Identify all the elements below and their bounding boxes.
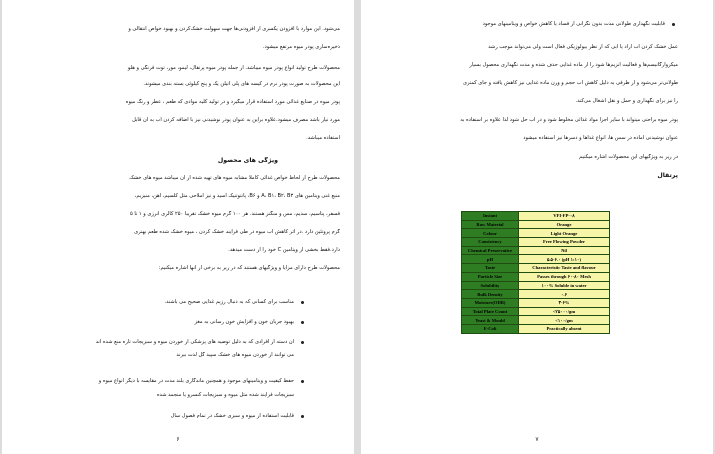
table-value: Nil [519, 246, 610, 255]
bullet-icon [672, 23, 675, 26]
table-row [462, 281, 610, 290]
list-item-continuation: می توانند از خوردن میوه های خشک سپید گل لذت ببرند [176, 352, 294, 358]
table-row [462, 238, 610, 247]
table-row [462, 229, 610, 238]
text-line: مورد نیاز باشد مصرف میشود.علاوه براین به عنوان پودر نوشیدنی نیز با اضافه کردن آب به آن قابل [132, 117, 340, 123]
table-row [462, 272, 610, 281]
bullet-icon [301, 301, 304, 304]
table-row [462, 246, 610, 255]
table-row [462, 298, 610, 307]
section-heading: پرتقال [657, 172, 678, 179]
table-key: Total Plate Count [462, 307, 519, 316]
text-line: عنوان نوشیدنی آماده در سس ها، انواع غذاها و دسرها نیز استفاده میشود [523, 135, 678, 141]
table-value: Characteristic Taste and flavour [519, 264, 610, 273]
list-item: بهبود جریان خون و افزایش خون رسانی به مغز [194, 319, 294, 325]
list-item-continuation: سبزیجات فرآیند شده مثل میوه و سبزیجات کنسرو یا منجمد شده [156, 392, 294, 398]
text-line: استفاده میباشد. [306, 135, 340, 141]
list-item: قابلیت نگهداری طولانی مدت بدون نگرانی از فساد یا کاهش خواص و ویتامینهای موجود [482, 21, 665, 27]
bullet-icon [301, 321, 304, 324]
text-line: پودر میوه در صنایع غذائی مورد استفاده قرار میگیرد و در تولید کلیه موادی که طعم ، عطر و رنگ میوه [125, 99, 340, 105]
table-key: Raw Material [462, 220, 519, 229]
table-value: <۲۵۰۰۰/gm [519, 307, 610, 316]
text-line: میکروارگانیسم‌ها و فعالیت آنزیم‌ها شود را از ماده غذایی حذف شده و مدت نگهداری محصول بسیار [469, 62, 678, 68]
table-row [462, 220, 610, 229]
table-row [462, 255, 610, 264]
text-line: محصولات طرح دارای مزایا و ویژگیهای هستند که در زیر به برخی از آنها اشاره میکنیم: [158, 265, 340, 271]
table-key: Bulk Density [462, 290, 519, 299]
text-line: دارد.فقط بخشی از ویتامین C خود را از دست میدهد. [228, 247, 340, 253]
text-line: را نیز برای نگهداری و حمل و نقل اشغال می‌کند. [575, 98, 678, 104]
table-value: <۱۰۰/gm [519, 316, 610, 325]
table-key: Colour [462, 229, 519, 238]
text-line: طولانی‌تر می‌شود و از طرفی به دلیل کاهش آب حجم و وزن ماده غذایی نیز کاهش یافته و جای کمتری [462, 80, 678, 86]
table-value: Orange [519, 220, 610, 229]
text-line: عمل خشک کردن آب آزاد یا آبی که از نظر بیولوژیکی فعال است ولی می‌تواند موجب رشد [488, 44, 678, 50]
table-row [462, 307, 610, 316]
table-key: Yeast & Mould [462, 316, 519, 325]
text-line: در زیر به ویژگیهای این محصولات اشاره میکنیم [579, 154, 678, 160]
bullet-icon [301, 415, 304, 418]
table-value: Light Orange [519, 229, 610, 238]
text-line: گرم پروتئین دارد .در اثر کاهش آب میوه در طی فرآیند خشک کردن ، میوه خشک شده طعم بهتری [134, 229, 340, 235]
table-value: ۵.۵-۶.۰ (pH ۱:۱۰) [519, 255, 610, 264]
table-value: VFI-FP-۰۸ [519, 212, 610, 221]
table-row [462, 316, 610, 325]
table-row [462, 290, 610, 299]
bullet-icon [301, 380, 304, 383]
spec-table [461, 211, 610, 334]
table-value: ۱۰۰% Soluble in water [519, 281, 610, 290]
list-item: آن دسته از افرادی که به دلیل توصیه های پزشکی از خوردن میوه و سبزیجات تازه منع شده اند [95, 339, 294, 345]
page-number: ۶ [176, 436, 180, 443]
text-line: پودر میوه براحتی میتواند با سایر اجزا مواد غذائی مخلوط شود و در آب حل شود لذا علاوه بر استفاده به [460, 117, 678, 123]
table-key: Taste [462, 264, 519, 273]
table-key: Consistency [462, 238, 519, 247]
table-key: E-Coli [462, 324, 519, 333]
list-item: حفظ کیفیت و ویتامینهای موجود و همچنین ماندگاری بلند مدت در مقایسه با دیگر انواع میوه و [98, 378, 294, 384]
table-row [462, 324, 610, 333]
page-number: ۷ [535, 436, 539, 443]
text-line: این محصولات به صورت پودر نرم در کیسه های پلی اتیلن یک و پنج کیلوئی بسته بندی میشوند. [143, 81, 340, 87]
table-value: Passes through ۶۰-۸۰ Mesh [519, 272, 610, 281]
list-item: مناسب برای کسانی که به دنبال رژیم غذایی صحیح می باشند. [164, 299, 294, 305]
section-heading: ویژگی های محصول [217, 157, 278, 164]
table-value: ۳-۶% [519, 298, 610, 307]
table-key: Chemical Preservative [462, 246, 519, 255]
bullet-icon [301, 341, 304, 344]
table-value: ۰.۶ [519, 290, 610, 299]
table-value: Free Flowing Powder [519, 238, 610, 247]
text-line: فسفر، پتاسیم، سدیم، مس و منگنز هستند. هر ۱۰۰ گرم میوه خشک تقریباً ۲۵۰ کالری انرژی و ۱ تا ۵ [129, 211, 340, 217]
table-value: Practically absent [519, 324, 610, 333]
table-key: Instant [462, 212, 519, 221]
table-key: Particle Size [462, 272, 519, 281]
text-line: منبع غنی ویتامین های A، B۱، B۲، B۳ و B۶، پانتوتنیک اسید و نیز املاحی مثل کلسیم، آهن، منیزیم، [134, 193, 340, 199]
text-line: محصولات طرح تولید انواع پودر میوه میباشد. از جمله پودر میوه پرتقال، لیمو، موز، توت فرنگی و هلو [127, 65, 340, 71]
table-row [462, 212, 610, 221]
table-key: Solubility [462, 281, 519, 290]
table-row [462, 264, 610, 273]
text-line: می‌شود. این موارد با افزودن یکسری از افزودنی‌ها جهت سهولت خشک‌کردن و بهبود خواص انتقالی و [128, 26, 340, 32]
list-item: قابلیت استفاده از میوه و سبزی خشک در تمام فصول سال [170, 413, 294, 419]
table-key: pH [462, 255, 519, 264]
document-page-right [361, 0, 713, 454]
table-key: Moisture(ODB) [462, 298, 519, 307]
text-line: محصولات طرح از لحاظ خواص غذائی کاملا مشابه میوه های تهیه شده از آن میباشد میوه های خشک [129, 175, 340, 181]
text-line: ذخیره‌سازی پودر میوه مرتفع میشود. [262, 44, 340, 50]
document-page-left [2, 0, 354, 454]
